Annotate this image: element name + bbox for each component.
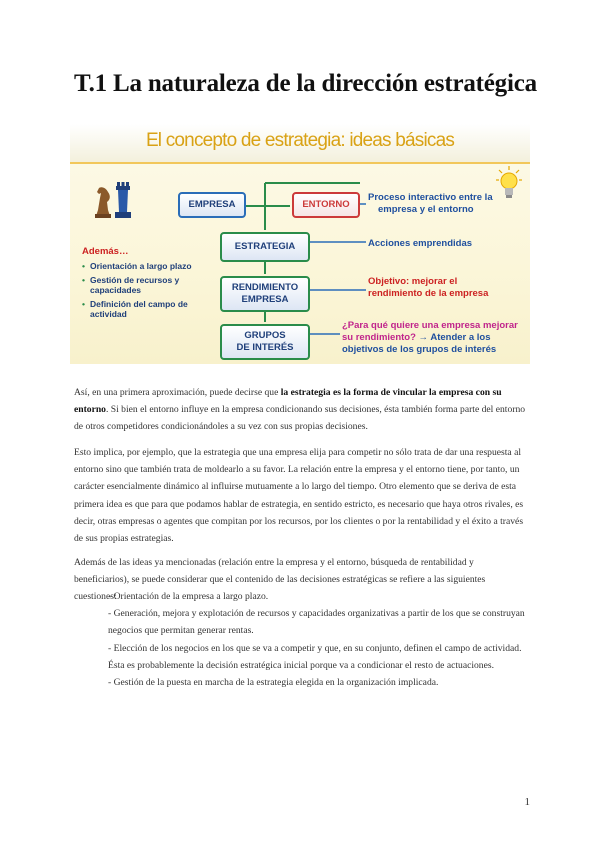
objetivo-label: Objetivo: bbox=[368, 276, 410, 287]
ademas-item: • Orientación a largo plazo bbox=[90, 261, 212, 271]
box-grupos-line1: GRUPOS bbox=[244, 330, 286, 341]
ademas-item: • Gestión de recursos y capacidades bbox=[90, 275, 212, 295]
annotation-objetivo bbox=[368, 276, 518, 300]
pregunta-line1: ¿Para qué quiere una empresa mejorar bbox=[342, 320, 518, 331]
box-grupos-line2: DE INTERÉS bbox=[236, 342, 294, 353]
list-item: - Orientación de la empresa a largo plazo. bbox=[108, 591, 269, 602]
list-item: - Elección de los negocios en los que se va a competir y que, en su conjunto, definen el campo de actividad. Ésta es probablemente la decisión estratégica inicial porque va a condicionar el resto de actuaciones. bbox=[108, 642, 522, 671]
annotation-pregunta bbox=[342, 320, 528, 356]
paragraph-1-bold: la estrategia es la forma de vincular la empresa con su entorno bbox=[74, 387, 502, 416]
objetivo-rest: mejorar el bbox=[409, 276, 458, 287]
annotation-acciones: Acciones emprendidas bbox=[368, 238, 473, 249]
box-grupos bbox=[220, 324, 310, 360]
annotation-proceso-line1: Proceso interactivo entre la bbox=[368, 192, 493, 203]
paragraph-3: Además de las ideas ya mencionadas (relación entre la empresa y el entorno, búsqueda de rentabilidad y beneficiarios), se puede considerar que el contenido de las decisiones estratégicas se refiere a las siguientes cuestiones: bbox=[74, 557, 486, 603]
objetivo-line2: rendimiento de la empresa bbox=[368, 288, 489, 299]
annotation-proceso bbox=[368, 192, 518, 216]
box-rendimiento-line1: RENDIMIENTO bbox=[231, 282, 299, 293]
strategy-diagram bbox=[70, 124, 530, 364]
pregunta-line2: su rendimiento? bbox=[342, 332, 416, 343]
paragraph-2: Esto implica, por ejemplo, que la estrategia que una empresa elija para competir no sólo trata de dar una respuesta al entorno sino que también trata de moldearlo a su favor. La relación entre la empresa y el entorno tiene, por tanto, un carácter esencialmente dinámico al influirse mutuamente a lo largo del tiempo. Otro elemento que se deriva de esta primera idea es que para que podamos hablar de estrategia, en sentido estricto, es necesario que haya otros rivales, es decir, otras empresas o agentes que compitan por los recursos, por los clientes o por la rentabilidad y el éxito a través de sus propias estrategias. bbox=[74, 447, 524, 545]
paragraph-1-a: Así, en una primera aproximación, puede decirse que bbox=[74, 387, 281, 398]
ademas-box bbox=[82, 246, 212, 356]
diagram-heading: El concepto de estrategia: ideas básicas bbox=[145, 130, 455, 151]
list-item: - Generación, mejora y explotación de recursos y capacidades organizativas a partir de los que se construyan negocios que permitan generar rentas. bbox=[108, 608, 525, 637]
ademas-item: • Definición del campo de actividad bbox=[90, 299, 212, 319]
page-number: 1 bbox=[524, 796, 530, 808]
pregunta-line2b: → Atender a los bbox=[415, 332, 491, 343]
box-estrategia: ESTRATEGIA bbox=[220, 232, 310, 262]
box-rendimiento-line2: EMPRESA bbox=[241, 294, 289, 305]
annotation-proceso-line2: empresa y el entorno bbox=[378, 204, 474, 215]
page-title: T.1 La naturaleza de la dirección estratégica bbox=[74, 70, 537, 97]
paragraph-1-b: . Si bien el entorno influye en la empresa condicionando sus decisiones, ésta también forma parte del entorno de otros competidores condicionándoles a su vez con sus propias decisiones. bbox=[74, 404, 526, 433]
box-entorno: ENTORNO bbox=[292, 192, 360, 218]
box-rendimiento bbox=[220, 276, 310, 312]
decision-list bbox=[108, 588, 528, 691]
box-empresa: EMPRESA bbox=[178, 192, 246, 218]
ademas-title: Además… bbox=[82, 246, 129, 257]
paragraph-1 bbox=[74, 384, 528, 436]
list-item: - Gestión de la puesta en marcha de la estrategia elegida en la organización implicada. bbox=[108, 677, 439, 689]
ademas-list bbox=[82, 261, 212, 319]
pregunta-line3: objetivos de los grupos de interés bbox=[342, 344, 497, 355]
